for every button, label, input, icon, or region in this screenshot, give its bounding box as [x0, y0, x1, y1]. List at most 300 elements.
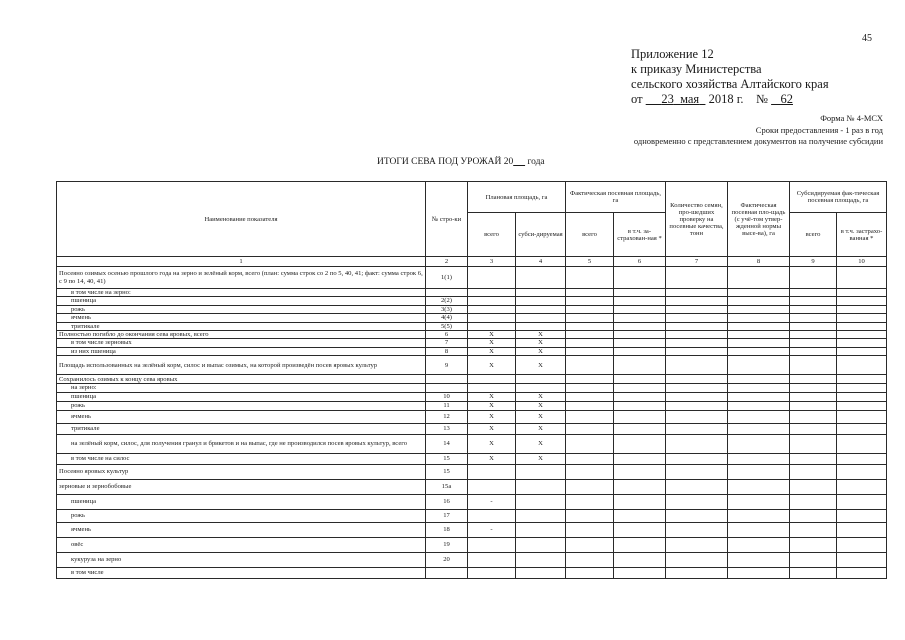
- empty-cell[interactable]: [790, 509, 837, 522]
- empty-cell[interactable]: [790, 314, 837, 322]
- cell-c3[interactable]: X: [468, 434, 516, 453]
- empty-cell[interactable]: [837, 464, 887, 479]
- table-row: [57, 289, 887, 297]
- empty-cell[interactable]: [566, 410, 614, 423]
- empty-cell[interactable]: [837, 375, 887, 384]
- header-fact-area: Фактическая посевная площадь, га: [566, 182, 666, 213]
- row-code: 10: [426, 392, 468, 401]
- cell-c4[interactable]: X: [516, 347, 566, 355]
- empty-cell[interactable]: [566, 339, 614, 347]
- empty-cell[interactable]: [790, 347, 837, 355]
- row-label: рожь: [57, 305, 426, 313]
- cell-c4[interactable]: X: [516, 392, 566, 401]
- number-prefix: №: [756, 92, 768, 106]
- empty-cell[interactable]: [614, 314, 666, 322]
- empty-cell[interactable]: [728, 347, 790, 355]
- cell-c4[interactable]: X: [516, 356, 566, 375]
- empty-cell[interactable]: [566, 305, 614, 313]
- cell-c4[interactable]: [516, 522, 566, 537]
- row-code: [426, 384, 468, 392]
- cell-c3[interactable]: X: [468, 401, 516, 410]
- table-row: [57, 267, 887, 289]
- empty-cell[interactable]: [728, 552, 790, 567]
- cell-c3[interactable]: [468, 314, 516, 322]
- cell-c4[interactable]: [516, 494, 566, 509]
- empty-cell[interactable]: [566, 434, 614, 453]
- empty-cell[interactable]: [790, 537, 837, 552]
- cell-c3[interactable]: X: [468, 356, 516, 375]
- empty-cell[interactable]: [728, 423, 790, 434]
- cell-c4[interactable]: [516, 375, 566, 384]
- row-label: тритикале: [57, 423, 426, 434]
- header-row-code: № стро-ки: [426, 182, 468, 257]
- empty-cell[interactable]: [837, 453, 887, 464]
- empty-cell[interactable]: [790, 567, 837, 578]
- empty-cell[interactable]: [614, 401, 666, 410]
- empty-cell[interactable]: [666, 289, 728, 297]
- page-number: 45: [862, 33, 872, 44]
- row-label: пшеница: [57, 392, 426, 401]
- empty-cell[interactable]: [790, 434, 837, 453]
- empty-cell[interactable]: [614, 552, 666, 567]
- empty-cell[interactable]: [790, 522, 837, 537]
- empty-cell[interactable]: [614, 410, 666, 423]
- empty-cell[interactable]: [837, 537, 887, 552]
- empty-cell[interactable]: [790, 464, 837, 479]
- cell-c4[interactable]: [516, 314, 566, 322]
- empty-cell[interactable]: [728, 297, 790, 305]
- cell-c4[interactable]: [516, 384, 566, 392]
- cell-c4[interactable]: [516, 322, 566, 330]
- empty-cell[interactable]: [666, 401, 728, 410]
- column-number-cell: 1: [57, 257, 426, 267]
- empty-cell[interactable]: [566, 552, 614, 567]
- empty-cell[interactable]: [837, 567, 887, 578]
- header-plan-subsidized: субси-дируемая: [516, 213, 566, 257]
- empty-cell[interactable]: [728, 522, 790, 537]
- cell-c4[interactable]: X: [516, 434, 566, 453]
- empty-cell[interactable]: [566, 356, 614, 375]
- empty-cell[interactable]: [837, 392, 887, 401]
- empty-cell[interactable]: [837, 522, 887, 537]
- row-label: Посеяно яровых культур: [57, 464, 426, 479]
- empty-cell[interactable]: [614, 423, 666, 434]
- empty-cell[interactable]: [614, 537, 666, 552]
- empty-cell[interactable]: [790, 479, 837, 494]
- header-seeds: Количество семян, про-шедших проверку на посевные качества, тонн: [666, 182, 728, 257]
- empty-cell[interactable]: [790, 356, 837, 375]
- cell-c4[interactable]: [516, 537, 566, 552]
- empty-cell[interactable]: [790, 322, 837, 330]
- order-number: 62: [780, 92, 793, 106]
- empty-cell[interactable]: [728, 494, 790, 509]
- empty-cell[interactable]: [728, 314, 790, 322]
- empty-cell[interactable]: [728, 410, 790, 423]
- empty-cell[interactable]: [614, 339, 666, 347]
- empty-cell[interactable]: [614, 305, 666, 313]
- empty-cell[interactable]: [666, 494, 728, 509]
- empty-cell[interactable]: [666, 453, 728, 464]
- empty-cell[interactable]: [666, 384, 728, 392]
- row-code: 7: [426, 339, 468, 347]
- table-row: [57, 322, 887, 330]
- empty-cell[interactable]: [837, 552, 887, 567]
- empty-cell[interactable]: [566, 331, 614, 339]
- table-row: [57, 297, 887, 305]
- row-code: 6: [426, 331, 468, 339]
- empty-cell[interactable]: [790, 289, 837, 297]
- table-row: [57, 384, 887, 392]
- empty-cell[interactable]: [728, 392, 790, 401]
- empty-cell[interactable]: [666, 314, 728, 322]
- row-code: 4(4): [426, 314, 468, 322]
- empty-cell[interactable]: [666, 392, 728, 401]
- cell-c3[interactable]: [468, 464, 516, 479]
- empty-cell[interactable]: [728, 434, 790, 453]
- empty-cell[interactable]: [666, 339, 728, 347]
- row-label: из них пшеница: [57, 347, 426, 355]
- empty-cell[interactable]: [666, 537, 728, 552]
- empty-cell[interactable]: [666, 267, 728, 289]
- empty-cell[interactable]: [566, 322, 614, 330]
- cell-c4[interactable]: X: [516, 339, 566, 347]
- empty-cell[interactable]: [728, 453, 790, 464]
- empty-cell[interactable]: [790, 339, 837, 347]
- cell-c4[interactable]: [516, 289, 566, 297]
- table-row: [57, 423, 887, 434]
- empty-cell[interactable]: [666, 423, 728, 434]
- empty-cell[interactable]: [666, 552, 728, 567]
- empty-cell[interactable]: [728, 339, 790, 347]
- cell-c4[interactable]: [516, 567, 566, 578]
- empty-cell[interactable]: [728, 537, 790, 552]
- empty-cell[interactable]: [614, 384, 666, 392]
- row-code: 3(3): [426, 305, 468, 313]
- cell-c3[interactable]: [468, 567, 516, 578]
- column-number-cell: 7: [666, 257, 728, 267]
- empty-cell[interactable]: [728, 322, 790, 330]
- cell-c4[interactable]: [516, 552, 566, 567]
- table-row: [57, 410, 887, 423]
- row-label: Посеяно озимых осенью прошлого года на зерно и зелёный корм, всего (план: сумма строк со 2 по 5, 40, 41; факт: сумма строк 6, с 9 по 14, 40, 41): [57, 267, 426, 289]
- empty-cell[interactable]: [614, 375, 666, 384]
- row-label: кукуруза на зерно: [57, 552, 426, 567]
- cell-c3[interactable]: -: [468, 494, 516, 509]
- row-code: 8: [426, 347, 468, 355]
- row-code: 12: [426, 410, 468, 423]
- empty-cell[interactable]: [566, 479, 614, 494]
- cell-c3[interactable]: [468, 509, 516, 522]
- row-label: зерновые и зернобобовые: [57, 479, 426, 494]
- row-code: 18: [426, 522, 468, 537]
- row-code: [426, 567, 468, 578]
- cell-c4[interactable]: [516, 464, 566, 479]
- empty-cell[interactable]: [728, 331, 790, 339]
- empty-cell[interactable]: [728, 567, 790, 578]
- empty-cell[interactable]: [837, 314, 887, 322]
- row-code: 13: [426, 423, 468, 434]
- empty-cell[interactable]: [614, 453, 666, 464]
- cell-c3[interactable]: [468, 297, 516, 305]
- cell-c3[interactable]: -: [468, 522, 516, 537]
- empty-cell[interactable]: [566, 392, 614, 401]
- cell-c3[interactable]: X: [468, 392, 516, 401]
- empty-cell[interactable]: [790, 305, 837, 313]
- cell-c3[interactable]: X: [468, 410, 516, 423]
- table-row: [57, 331, 887, 339]
- row-label: в том числе: [57, 567, 426, 578]
- empty-cell[interactable]: [837, 384, 887, 392]
- empty-cell[interactable]: [837, 289, 887, 297]
- table-row: [57, 392, 887, 401]
- column-number-cell: 6: [614, 257, 666, 267]
- empty-cell[interactable]: [566, 347, 614, 355]
- cell-c3[interactable]: X: [468, 423, 516, 434]
- empty-cell[interactable]: [790, 552, 837, 567]
- column-number-cell: 2: [426, 257, 468, 267]
- empty-cell[interactable]: [666, 410, 728, 423]
- table-row: [57, 522, 887, 537]
- empty-cell[interactable]: [790, 375, 837, 384]
- cell-c4[interactable]: [516, 509, 566, 522]
- empty-cell[interactable]: [614, 322, 666, 330]
- column-number-cell: 5: [566, 257, 614, 267]
- row-label: пшеница: [57, 494, 426, 509]
- empty-cell[interactable]: [666, 509, 728, 522]
- empty-cell[interactable]: [837, 479, 887, 494]
- empty-cell[interactable]: [728, 509, 790, 522]
- column-number-cell: 9: [790, 257, 837, 267]
- table-row: [57, 509, 887, 522]
- empty-cell[interactable]: [666, 356, 728, 375]
- cell-c3[interactable]: X: [468, 453, 516, 464]
- empty-cell[interactable]: [790, 267, 837, 289]
- cell-c3[interactable]: [468, 479, 516, 494]
- row-label: Площадь использованных на зелёный корм, силос и выпас озимых, на которой произведён посев яровых культур: [57, 356, 426, 375]
- header-plan-total: всего: [468, 213, 516, 257]
- empty-cell[interactable]: [566, 314, 614, 322]
- empty-cell[interactable]: [728, 305, 790, 313]
- cell-c4[interactable]: X: [516, 453, 566, 464]
- empty-cell[interactable]: [614, 331, 666, 339]
- empty-cell[interactable]: [728, 384, 790, 392]
- empty-cell[interactable]: [837, 297, 887, 305]
- empty-cell[interactable]: [790, 392, 837, 401]
- cell-c4[interactable]: [516, 297, 566, 305]
- header-subs-insured: в т.ч. застрахо-ванная *: [837, 213, 887, 257]
- empty-cell[interactable]: [566, 537, 614, 552]
- table-row: [57, 356, 887, 375]
- empty-cell[interactable]: [666, 464, 728, 479]
- empty-cell[interactable]: [614, 347, 666, 355]
- row-code: 14: [426, 434, 468, 453]
- empty-cell[interactable]: [837, 410, 887, 423]
- table-row: [57, 434, 887, 453]
- empty-cell[interactable]: [837, 434, 887, 453]
- cell-c4[interactable]: X: [516, 401, 566, 410]
- empty-cell[interactable]: [728, 356, 790, 375]
- empty-cell[interactable]: [728, 289, 790, 297]
- row-code: 15а: [426, 479, 468, 494]
- empty-cell[interactable]: [614, 434, 666, 453]
- empty-cell[interactable]: [614, 494, 666, 509]
- sowing-results-table: [56, 181, 887, 579]
- empty-cell[interactable]: [728, 401, 790, 410]
- header-plan-area: Плановая площадь, га: [468, 182, 566, 213]
- empty-cell[interactable]: [837, 339, 887, 347]
- table-row: [57, 567, 887, 578]
- cell-c3[interactable]: X: [468, 331, 516, 339]
- empty-cell[interactable]: [666, 347, 728, 355]
- empty-cell[interactable]: [566, 567, 614, 578]
- table-row: [57, 375, 887, 384]
- empty-cell[interactable]: [837, 356, 887, 375]
- row-code: [426, 375, 468, 384]
- empty-cell[interactable]: [566, 453, 614, 464]
- empty-cell[interactable]: [566, 522, 614, 537]
- header-fact-insured: в т.ч. за-страхован-ная *: [614, 213, 666, 257]
- cell-c4[interactable]: [516, 479, 566, 494]
- empty-cell[interactable]: [566, 423, 614, 434]
- row-code: 16: [426, 494, 468, 509]
- empty-cell[interactable]: [728, 464, 790, 479]
- empty-cell[interactable]: [566, 384, 614, 392]
- row-label: Полностью погибло до окончания сева яровых, всего: [57, 331, 426, 339]
- row-code: 15: [426, 453, 468, 464]
- empty-cell[interactable]: [614, 522, 666, 537]
- cell-c3[interactable]: [468, 375, 516, 384]
- empty-cell[interactable]: [566, 289, 614, 297]
- date-day: 23 мая: [661, 92, 700, 106]
- row-label: ячмень: [57, 522, 426, 537]
- cell-c4[interactable]: X: [516, 410, 566, 423]
- empty-cell[interactable]: [666, 297, 728, 305]
- cell-c3[interactable]: [468, 322, 516, 330]
- empty-cell[interactable]: [614, 297, 666, 305]
- empty-cell[interactable]: [790, 331, 837, 339]
- table-row: [57, 453, 887, 464]
- empty-cell[interactable]: [614, 479, 666, 494]
- header-subs-total: всего: [790, 213, 837, 257]
- empty-cell[interactable]: [614, 356, 666, 375]
- empty-cell[interactable]: [666, 522, 728, 537]
- row-code: 11: [426, 401, 468, 410]
- empty-cell[interactable]: [666, 479, 728, 494]
- cell-c3[interactable]: [468, 305, 516, 313]
- empty-cell[interactable]: [837, 322, 887, 330]
- empty-cell[interactable]: [566, 509, 614, 522]
- empty-cell[interactable]: [566, 494, 614, 509]
- empty-cell[interactable]: [790, 423, 837, 434]
- row-label: рожь: [57, 509, 426, 522]
- row-label: ячмень: [57, 314, 426, 322]
- row-label: на зерно:: [57, 384, 426, 392]
- deadline-line-1: Сроки предоставления - 1 раз в год: [755, 125, 883, 135]
- empty-cell[interactable]: [837, 423, 887, 434]
- row-label: ячмень: [57, 410, 426, 423]
- row-label: рожь: [57, 401, 426, 410]
- empty-cell[interactable]: [790, 494, 837, 509]
- empty-cell[interactable]: [566, 401, 614, 410]
- empty-cell[interactable]: [614, 289, 666, 297]
- empty-cell[interactable]: [666, 322, 728, 330]
- cell-c3[interactable]: X: [468, 339, 516, 347]
- empty-cell[interactable]: [837, 305, 887, 313]
- date-month: мая: [680, 92, 700, 106]
- empty-cell[interactable]: [666, 331, 728, 339]
- cell-c3[interactable]: [468, 552, 516, 567]
- empty-cell[interactable]: [566, 297, 614, 305]
- empty-cell[interactable]: [837, 331, 887, 339]
- appendix-line-2: к приказу Министерства: [631, 62, 762, 76]
- empty-cell[interactable]: [728, 267, 790, 289]
- empty-cell[interactable]: [837, 347, 887, 355]
- empty-cell[interactable]: [666, 434, 728, 453]
- empty-cell[interactable]: [614, 567, 666, 578]
- empty-cell[interactable]: [614, 267, 666, 289]
- deadline-line-2: одновременно с представлением документов на получение субсидии: [633, 136, 883, 146]
- cell-c4[interactable]: [516, 305, 566, 313]
- row-label: в том числе зерновых: [57, 339, 426, 347]
- empty-cell[interactable]: [614, 509, 666, 522]
- empty-cell[interactable]: [728, 479, 790, 494]
- date-prefix: от: [631, 92, 643, 106]
- empty-cell[interactable]: [790, 384, 837, 392]
- cell-c3[interactable]: X: [468, 347, 516, 355]
- appendix-line-3: сельского хозяйства Алтайского края: [631, 77, 829, 91]
- cell-c4[interactable]: [516, 267, 566, 289]
- table-row: [57, 552, 887, 567]
- empty-cell[interactable]: [790, 453, 837, 464]
- empty-cell[interactable]: [790, 297, 837, 305]
- empty-cell[interactable]: [837, 509, 887, 522]
- empty-cell[interactable]: [566, 267, 614, 289]
- empty-cell[interactable]: [790, 410, 837, 423]
- table-row: [57, 347, 887, 355]
- empty-cell[interactable]: [728, 375, 790, 384]
- row-code: 1(1): [426, 267, 468, 289]
- row-code: 17: [426, 509, 468, 522]
- empty-cell[interactable]: [666, 567, 728, 578]
- empty-cell[interactable]: [566, 464, 614, 479]
- header-subsidized-area: Субсидируемая фак-тическая посевная площадь, га: [790, 182, 887, 213]
- table-row: [57, 339, 887, 347]
- empty-cell[interactable]: [837, 401, 887, 410]
- cell-c4[interactable]: X: [516, 331, 566, 339]
- empty-cell[interactable]: [837, 494, 887, 509]
- cell-c3[interactable]: [468, 384, 516, 392]
- empty-cell[interactable]: [666, 375, 728, 384]
- row-label: Сохранилось озимых к концу сева яровых: [57, 375, 426, 384]
- cell-c4[interactable]: X: [516, 423, 566, 434]
- empty-cell[interactable]: [790, 401, 837, 410]
- empty-cell[interactable]: [837, 267, 887, 289]
- empty-cell[interactable]: [566, 375, 614, 384]
- cell-c3[interactable]: [468, 289, 516, 297]
- header-fact-norm-area: Фактическая посевная пло-щадь (с учё-том утвер-жденной нормы высе-ва), га: [728, 182, 790, 257]
- cell-c3[interactable]: [468, 537, 516, 552]
- document-title: ИТОГИ СЕВА ПОД УРОЖАЙ 20 года: [377, 157, 545, 167]
- empty-cell[interactable]: [614, 464, 666, 479]
- empty-cell[interactable]: [614, 392, 666, 401]
- row-label: овёс: [57, 537, 426, 552]
- row-code: 15: [426, 464, 468, 479]
- empty-cell[interactable]: [666, 305, 728, 313]
- form-number: Форма № 4-МСХ: [820, 113, 883, 123]
- appendix-date-line: [631, 92, 793, 106]
- table-row: [57, 314, 887, 322]
- cell-c3[interactable]: [468, 267, 516, 289]
